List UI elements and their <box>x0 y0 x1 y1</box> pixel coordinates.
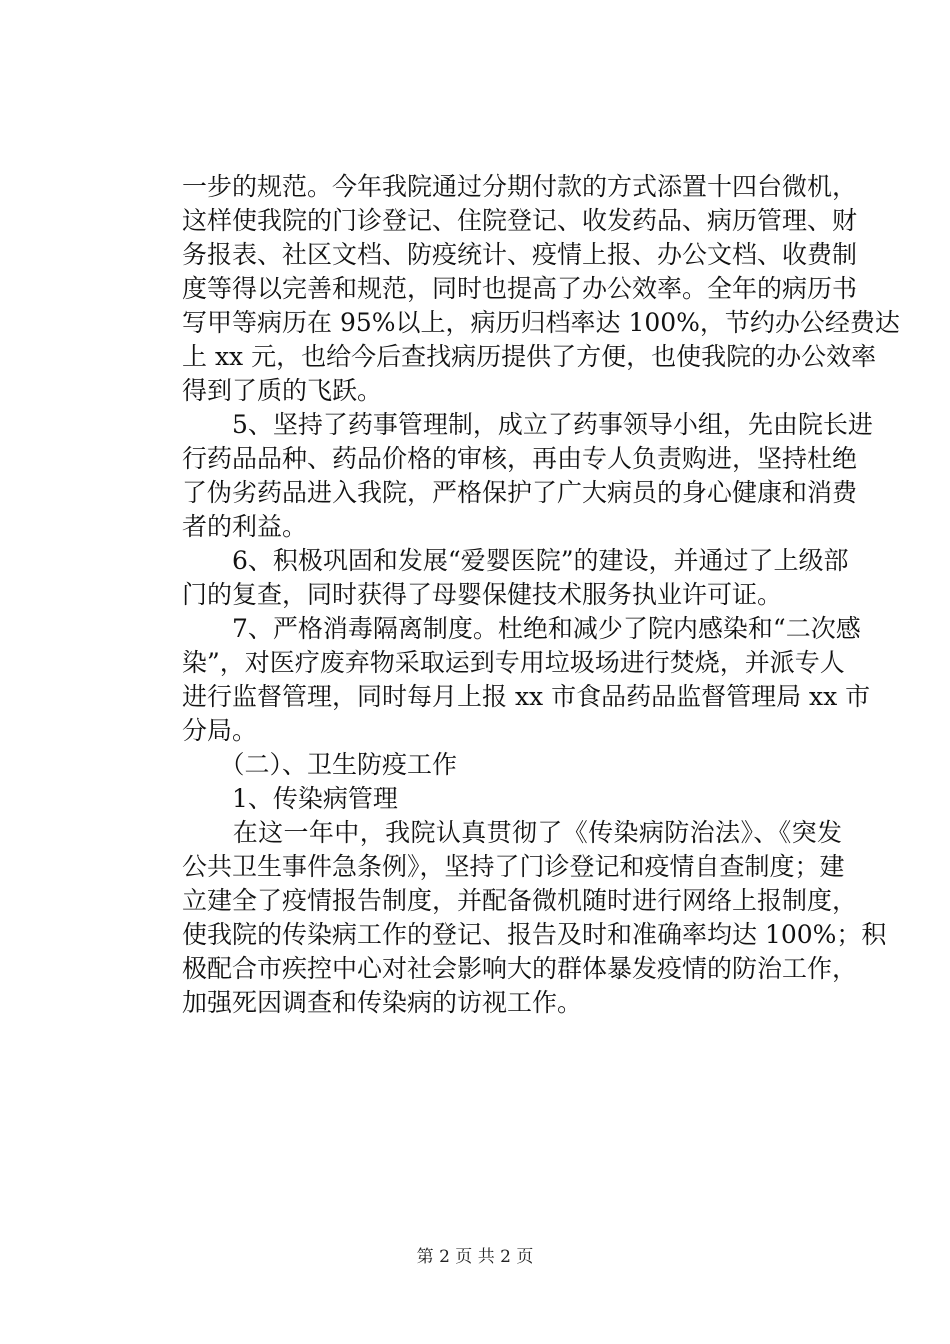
text-line: 公共卫生事件急条例》，坚持了门诊登记和疫情自查制度；建 <box>182 852 845 881</box>
text-line: 一步的规范。今年我院通过分期付款的方式添置十四台微机， <box>182 172 858 201</box>
text-line: 这样使我院的门诊登记、住院登记、收发药品、病历管理、财 <box>182 206 858 235</box>
text-line: 使我院的传染病工作的登记、报告及时和准确率均达 100%；积 <box>182 920 887 949</box>
text-line: 极配合市疾控中心对社会影响大的群体暴发疫情的防治工作， <box>182 954 858 983</box>
text-line: 度等得以完善和规范，同时也提高了办公效率。全年的病历书 <box>182 274 858 303</box>
text-line: 6、积极巩固和发展“爱婴医院”的建设，并通过了上级部 <box>182 546 849 575</box>
text-line: 门的复查，同时获得了母婴保健技术服务执业许可证。 <box>182 580 783 609</box>
text-line: 者的利益。 <box>182 512 308 541</box>
text-line: 立建全了疫情报告制度，并配备微机随时进行网络上报制度， <box>182 886 858 915</box>
text-line: 加强死因调查和传染病的访视工作。 <box>182 988 583 1017</box>
document-body <box>182 170 900 1020</box>
text-line: 写甲等病历在 95%以上，病历归档率达 100%，节约办公经费达 <box>182 308 900 337</box>
text-line: 染”，对医疗废弃物采取运到专用垃圾场进行焚烧，并派专人 <box>182 648 845 677</box>
text-line: 5、坚持了药事管理制，成立了药事领导小组，先由院长进 <box>182 410 873 439</box>
text-line: 在这一年中，我院认真贯彻了《传染病防治法》、《突发 <box>182 818 842 847</box>
text-line: 进行监督管理，同时每月上报 xx 市食品药品监督管理局 xx 市 <box>182 682 871 711</box>
subsection-heading: 1、传染病管理 <box>182 784 398 813</box>
text-line: 上 xx 元，也给今后查找病历提供了方便，也使我院的办公效率 <box>182 342 877 371</box>
text-line: 务报表、社区文档、防疫统计、疫情上报、办公文档、收费制 <box>182 240 858 269</box>
text-line: 行药品品种、药品价格的审核，再由专人负责购进，坚持杜绝 <box>182 444 858 473</box>
section-heading: （二）、卫生防疫工作 <box>182 750 458 779</box>
text-line: 7、严格消毒隔离制度。杜绝和减少了院内感染和“二次感 <box>182 614 861 643</box>
page-number-footer: 第 2 页 共 2 页 <box>416 1247 534 1267</box>
text-line: 了伪劣药品进入我院，严格保护了广大病员的身心健康和消费 <box>182 478 858 507</box>
text-line: 得到了质的飞跃。 <box>182 376 383 405</box>
text-line: 分局。 <box>182 716 258 745</box>
